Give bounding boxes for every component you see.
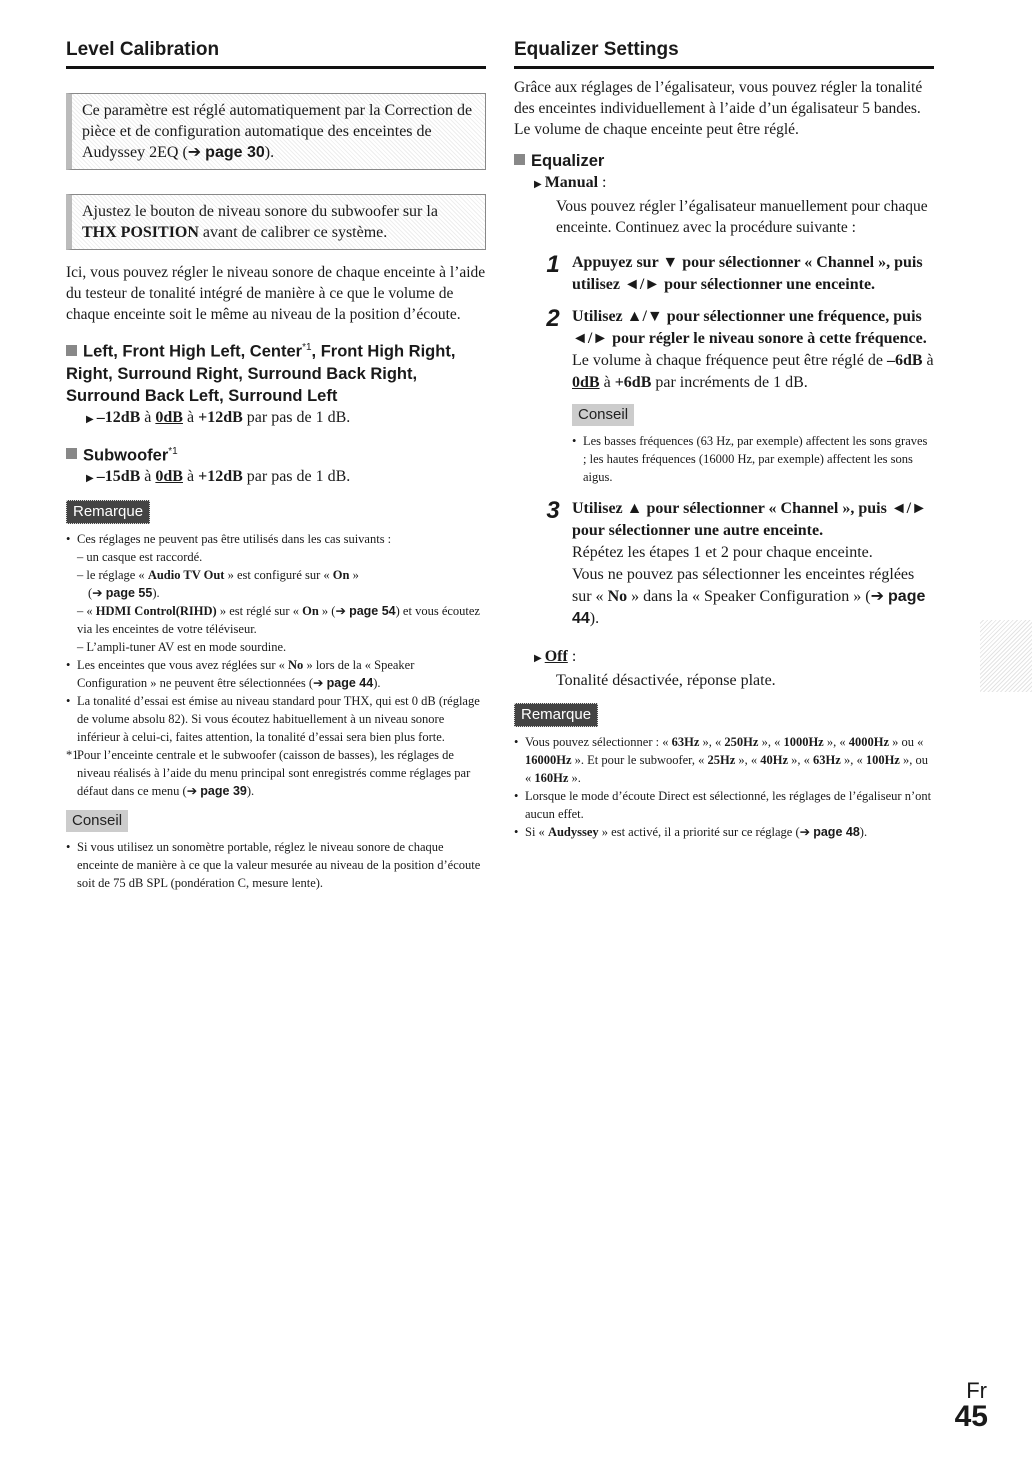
conseil-heading [572, 404, 934, 426]
option-manual [534, 172, 934, 196]
option-label: Manual [544, 174, 599, 191]
intro-paragraph: Grâce aux réglages de l’égalisateur, vous pouvez régler la tonalité des enceintes individuellement à l’aide d’un égalisateur 5 bandes. Le volume de chaque enceinte peut être réglé. [514, 79, 923, 138]
range-speakers [86, 407, 486, 431]
footnote-mark: *1 [302, 342, 312, 353]
arrow-icon: ➔ [335, 604, 346, 618]
page-link[interactable]: page 39 [200, 784, 247, 798]
conseil-badge: Conseil [572, 404, 634, 426]
list-item: • Vous pouvez sélectionner : « 63Hz », « 250Hz », « 1000Hz », « 4000Hz » ou « 16000Hz ». Et pour le subwoofer, « 25Hz », « 40Hz », « 63Hz », « 100Hz », ou « 160Hz ». [514, 735, 928, 785]
note-text-end: ). [264, 144, 275, 161]
step-heading: Utilisez ▲ pour sélectionner « Channel », puis ◄/► pour sélectionner une autre enceinte. [572, 500, 927, 539]
off-description: Tonalité désactivée, réponse plate. [556, 672, 776, 689]
conseil-list [572, 432, 934, 486]
list-item: • Les enceintes que vous avez réglées sur « No » lors de la « Speaker Configuration » ne peuvent être sélectionnées (➔ page 44). [66, 658, 415, 690]
footnote-mark: *1 [66, 748, 79, 762]
subsection-subwoofer [66, 441, 486, 467]
item-text: Si vous utilisez un sonomètre portable, réglez le niveau sonore de chaque enceinte de manière à ce que la valeur mesurée au niveau de la position d’écoute soit de 75 dB SPL (pondération C, mesure lente). [77, 840, 481, 890]
triangle-bullet-icon: ▶ [534, 179, 542, 190]
range-max: +12dB [198, 468, 243, 485]
arrow-icon: ➔ [799, 825, 811, 839]
sub-item: – un casque est raccordé. [77, 550, 203, 564]
option-label: Off [544, 648, 568, 665]
list-item: • Si « Audyssey » est activé, il a priorité sur ce réglage (➔ page 48). [514, 825, 868, 839]
step-3 [534, 498, 934, 630]
subsection-equalizer [514, 150, 934, 172]
page-number: 45 [954, 1400, 988, 1433]
list-item: • Ces réglages ne peuvent pas être utilisés dans les cas suivants : – un casque est raccordé. – le réglage « Audio TV Out » est configuré sur « On » (➔ page 55). – « HDMI Control(RIHD) » est réglé sur « On » (➔ page 54) et vous écoutez via les enceintes de votre téléviseur. – L’ampli-tuner AV est en mode sourdine. [66, 530, 486, 656]
sub-item-cont: (➔ page 55). [88, 586, 160, 600]
page-link[interactable]: page 55 [105, 586, 153, 600]
auto-setup-note [66, 93, 486, 170]
range-subwoofer [86, 466, 486, 490]
item-text: La tonalité d’essai est émise au niveau standard pour THX, qui est 0 dB (réglage de volume absolu 82). Si vous écoutez habituellement à un niveau sonore inférieur à celui-ci, faites attention, la tonalité d’essai sera bien plus forte. [77, 694, 480, 744]
page-link[interactable]: page 48 [813, 825, 860, 839]
remarque-heading [66, 500, 486, 524]
arrow-icon: ➔ [187, 144, 202, 161]
footnote-mark: *1 [168, 445, 178, 457]
range-max: +12dB [198, 408, 243, 426]
remarque-list [66, 530, 486, 800]
range-default: 0dB [155, 408, 183, 426]
conseil-heading [66, 810, 486, 832]
option-colon: : [598, 174, 607, 191]
page-link[interactable]: page 54 [349, 604, 396, 618]
remarque-badge: Remarque [66, 500, 150, 524]
remarque-list [514, 733, 934, 841]
note-text: Ajustez le bouton de niveau sonore du subwoofer sur la [82, 203, 438, 220]
left-column [66, 38, 486, 892]
step-2 [534, 306, 934, 486]
step-body: Répétez les étapes 1 et 2 pour chaque enceinte. [572, 544, 873, 561]
page-link[interactable]: page 30 [205, 144, 265, 161]
remarque-badge: Remarque [514, 703, 598, 727]
sub-text: Subwoofer [83, 446, 169, 464]
triangle-bullet-icon: ▶ [86, 413, 94, 425]
option-colon: : [567, 648, 577, 665]
subsection-speakers [66, 337, 486, 407]
sub-item: – L’ampli-tuner AV est en mode sourdine. [77, 640, 287, 654]
step-heading: Appuyez sur ▼ pour sélectionner « Channel », puis utilisez ◄/► pour sélectionner une enceinte. [572, 254, 923, 293]
step-body: Vous ne pouvez pas sélectionner les enceintes réglées sur « No » dans la « Speaker Configuration » (➔ page 44). [572, 566, 926, 627]
triangle-bullet-icon: ▶ [86, 473, 94, 484]
arrow-icon: ➔ [870, 588, 885, 605]
language-marker: Fr [966, 1378, 987, 1403]
square-bullet-icon [66, 345, 77, 356]
step-heading: Utilisez ▲/▼ pour sélectionner une fréquence, puis ◄/► pour régler le niveau sonore à cette fréquence. [572, 308, 927, 347]
note-bold: THX POSITION [82, 224, 199, 241]
sub-text: Equalizer [531, 152, 605, 170]
sub-text: , Front High Right, Right, Surround Right, Surround Back Right, Surround Back Left, Surround Left [66, 342, 456, 405]
option-off [534, 646, 934, 670]
list-item: • Lorsque le mode d’écoute Direct est sélectionné, les réglages de l’égaliseur n’ont aucun effet. [514, 789, 932, 821]
sub-item: – le réglage « Audio TV Out » est configuré sur « On » [77, 568, 359, 582]
triangle-bullet-icon: ▶ [534, 653, 542, 664]
manual-description: Vous pouvez régler l’égalisateur manuellement pour chaque enceinte. Continuez avec la procédure suivante : [556, 198, 928, 236]
step-number: 1 [546, 251, 560, 278]
section-title-equalizer-settings: Equalizer Settings [514, 38, 934, 69]
note-text: Ce paramètre est réglé automatiquement par la Correction de pièce et de configuration automatique des enceintes de Audyssey 2EQ ( [82, 102, 473, 161]
conseil-list [66, 838, 486, 892]
note-text-end: avant de calibrer ce système. [198, 224, 388, 241]
step-1 [534, 252, 934, 296]
page-link[interactable]: page 44 [572, 588, 926, 627]
list-item: • La tonalité d’essai est émise au niveau standard pour THX, qui est 0 dB (réglage de volume absolu 82). Si vous écoutez habituellement à un niveau sonore inférieur à celui-ci, faites attention, la tonalité d’essai sera bien plus forte. [66, 694, 480, 744]
list-item: • Les basses fréquences (63 Hz, par exemple) affectent les sons graves ; les hautes fréquences (16000 Hz, par exemple) affectent les sons aigus. [572, 434, 928, 484]
sub-item: – « HDMI Control(RIHD) » est réglé sur « On » (➔ page 54) et vous écoutez via les enceintes de votre téléviseur. [77, 604, 480, 636]
step-number: 3 [546, 497, 560, 524]
arrow-icon: ➔ [186, 784, 198, 798]
step-body: Le volume à chaque fréquence peut être réglé de –6dB à 0dB à +6dB par incréments de 1 dB. [572, 352, 934, 391]
square-bullet-icon [514, 154, 525, 165]
item-text: Ces réglages ne peuvent pas être utilisés dans les cas suivants : [77, 532, 392, 546]
conseil-badge: Conseil [66, 810, 128, 832]
range-step: par pas de 1 dB. [242, 468, 351, 485]
intro-paragraph: Ici, vous pouvez régler le niveau sonore de chaque enceinte à l’aide du testeur de tonalité intégré de manière à ce que le volume de chaque enceinte soit le même au niveau de la position d’écoute. [66, 264, 486, 323]
range-sep: à [182, 468, 199, 485]
range-step: par pas de 1 dB. [242, 408, 351, 426]
thx-position-note [66, 194, 486, 250]
sub-text: Left, Front High Left, Center [83, 342, 303, 361]
arrow-icon: ➔ [313, 676, 324, 690]
range-sep: à [140, 408, 156, 426]
item-text: Les basses fréquences (63 Hz, par exemple) affectent les sons graves ; les hautes fréquences (16000 Hz, par exemple) affectent les sons aigus. [583, 434, 928, 484]
item-text: Lorsque le mode d’écoute Direct est sélectionné, les réglages de l’égaliseur n’ont aucun effet. [525, 789, 932, 821]
step-number: 2 [546, 305, 560, 332]
range-sep: à [140, 468, 156, 485]
list-item: • Si vous utilisez un sonomètre portable, réglez le niveau sonore de chaque enceinte de manière à ce que la valeur mesurée au niveau de la position d’écoute soit de 75 dB SPL (pondération C, mesure lente). [66, 840, 481, 890]
range-sep: à [182, 408, 199, 426]
edge-tab-marker [980, 620, 1032, 692]
range-min: –15dB [96, 468, 141, 485]
square-bullet-icon [66, 448, 77, 459]
range-default: 0dB [155, 468, 183, 485]
section-title-level-calibration: Level Calibration [66, 38, 486, 69]
right-column [514, 38, 934, 841]
footnote: *1 Pour l’enceinte centrale et le subwoofer (caisson de basses), les réglages de niveau réalisés à l’aide du menu principal sont enregistrés comme réglages par défaut dans ce menu (➔ page 39). [66, 748, 471, 798]
range-min: –12dB [96, 408, 141, 426]
remarque-heading [514, 703, 934, 727]
page-link[interactable]: page 44 [326, 676, 374, 690]
arrow-icon: ➔ [92, 586, 103, 600]
